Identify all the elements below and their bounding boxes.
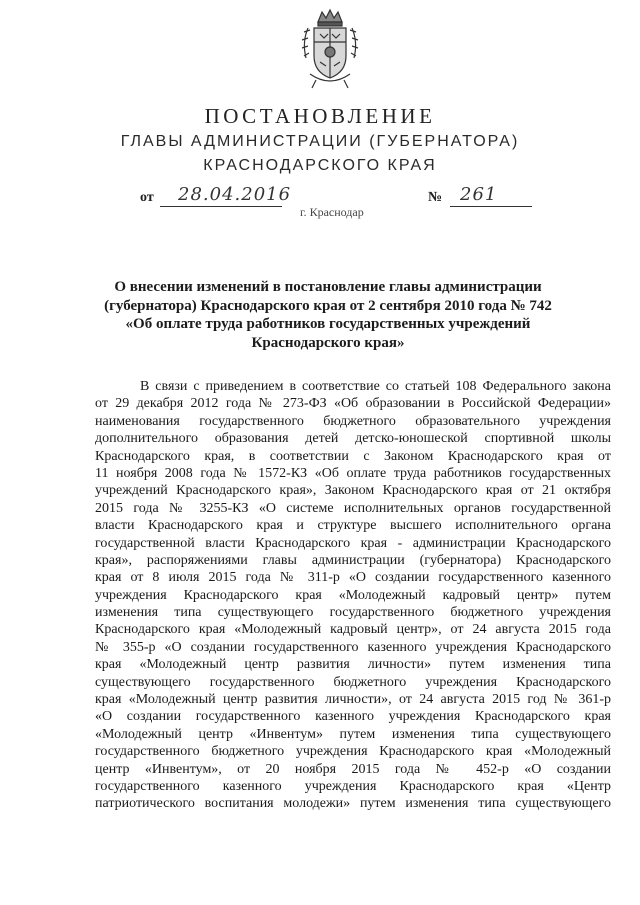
- document-title: [92, 278, 564, 352]
- body-line: Краснодарского края, в соответствии с Законом Краснодарского края от: [95, 448, 611, 464]
- body-line: от 29 декабря 2012 года № 273-ФЗ «Об образовании в Российской Федерации»: [95, 396, 611, 412]
- title-line: (губернатора) Краснодарского края от 2 сентября 2010 года № 742: [104, 297, 552, 314]
- body-line: центр «Инвентум», от 20 ноября 2015 года № 452-р «О создании: [95, 761, 611, 777]
- body-line: «О создании государственного казенного учреждения Краснодарского края: [95, 709, 611, 725]
- document-type: ПОСТАНОВЛЕНИЕ: [204, 104, 436, 128]
- coat-of-arms-emblem: [296, 8, 364, 92]
- body-line: государственного бюджетного учреждения Краснодарского края «Молодежный: [95, 744, 611, 760]
- body-line: власти Краснодарского края и структуре высшего исполнительного органа: [95, 518, 611, 534]
- body-line: 11 ноября 2008 года № 1572-КЗ «Об оплате труда работников государственных: [95, 465, 611, 481]
- number-label: №: [428, 190, 443, 205]
- issuer-line-1: ГЛАВЫ АДМИНИСТРАЦИИ (ГУБЕРНАТОРА): [120, 133, 520, 150]
- body-line: № 355-р «О создании государственного казенного учреждения Краснодарского: [95, 639, 611, 655]
- body-line: государственной власти Краснодарского края - администрации Краснодарского: [95, 535, 611, 551]
- date-value: 28.04.2016: [178, 184, 292, 205]
- body-line: учреждения Краснодарского края «Молодежный кадровый центр» путем: [95, 587, 611, 603]
- title-line: «Об оплате труда работников государственных учреждений: [125, 316, 531, 332]
- body-line: Краснодарского края «Молодежный кадровый центр», от 24 августа 2015 года: [95, 622, 611, 638]
- body-line: 2015 года № 3255-КЗ «О системе исполнительных органов государственной: [95, 500, 611, 516]
- title-line: Краснодарского края»: [251, 334, 405, 351]
- title-line: О внесении изменений в постановление главы администрации: [114, 279, 542, 295]
- body-line: края», распоряжениями главы администрации (губернатора) Краснодарского: [95, 552, 611, 568]
- body-line: существующего государственного бюджетного учреждения Краснодарского: [95, 674, 611, 690]
- number-value: 261: [460, 184, 498, 205]
- body-line: патриотического воспитания молодежи» путем изменения типа существующего: [95, 796, 611, 812]
- body-line: края «Молодежный центр развития личности» путем изменения типа: [95, 657, 611, 673]
- body-text: [95, 378, 611, 813]
- body-line: учреждений Краснодарского края», Законом Краснодарского края от 21 октября: [95, 483, 611, 499]
- body-line: изменения типа существующего государственного бюджетного учреждения: [95, 605, 611, 621]
- date-label: от: [140, 190, 154, 205]
- issuer-line-2: КРАСНОДАРСКОГО КРАЯ: [203, 157, 437, 174]
- body-line: «Молодежный центр «Инвентум» путем изменения типа существующего: [95, 726, 611, 742]
- body-line: края от 8 июля 2015 года № 311-р «О создании государственного казенного: [95, 570, 611, 586]
- place-of-issue: г. Краснодар: [300, 205, 364, 219]
- body-line: государственного казенного учреждения Краснодарского края «Центр: [95, 778, 611, 794]
- body-line: В связи с приведением в соответствие со статьей 108 Федерального закона: [140, 379, 611, 394]
- body-line: наименования государственного бюджетного образовательного учреждения: [95, 413, 611, 429]
- body-line: дополнительного образования детей детско-юношеской спортивной школы: [95, 431, 611, 447]
- body-line: края «Молодежный центр развития личности», от 24 августа 2015 год № 361-р: [95, 692, 611, 708]
